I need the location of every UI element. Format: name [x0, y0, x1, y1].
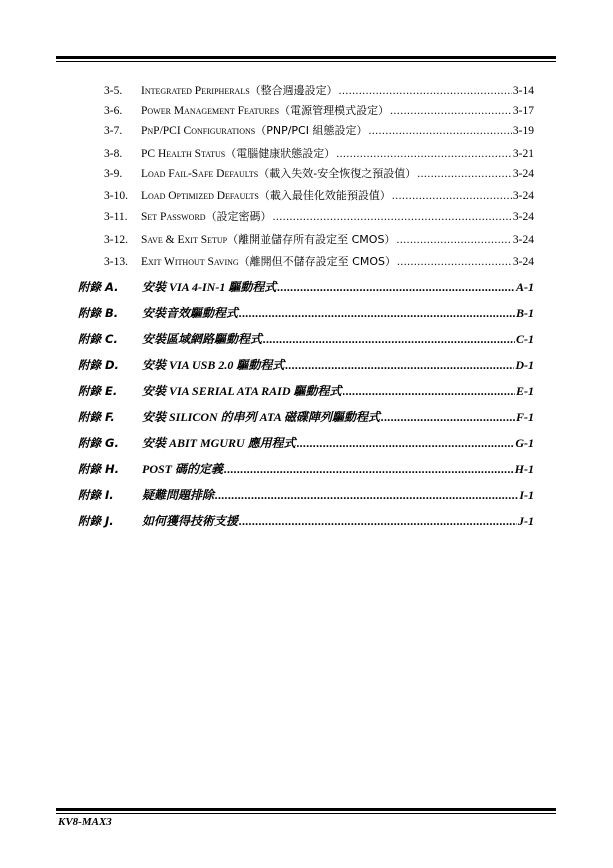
section-title-zh: （離開並儲存所有設定至 CMOS）	[227, 233, 396, 246]
page-number: A-1	[516, 280, 534, 294]
appendix-title: 安裝 VIA USB 2.0 驅動程式	[142, 358, 285, 372]
page-number: 3-19	[512, 125, 534, 137]
section-title: Set Password	[141, 211, 206, 223]
appendix-label: 附錄 D.	[78, 358, 119, 372]
footer-rule-thin	[56, 813, 556, 814]
page-number: 3-17	[512, 105, 534, 117]
dot-leader	[239, 303, 515, 323]
dot-leader	[239, 511, 517, 531]
dot-leader	[285, 355, 514, 375]
dot-leader	[215, 485, 518, 505]
appendix-title: 安裝 SILICON 的串列 ATA 磁碟陣列驅動程式	[142, 410, 381, 424]
page-number: H-1	[514, 462, 534, 476]
appendix-title: 疑難問題排除	[142, 488, 215, 502]
footer-model-name: KV8-MAX3	[58, 816, 112, 828]
toc-appendix-j[interactable]	[78, 511, 534, 531]
appendix-label: 附錄 F.	[78, 410, 115, 424]
section-title-zh: （PNP/PCI 組態設定）	[255, 124, 368, 137]
appendix-label: 附錄 E.	[78, 384, 118, 398]
appendix-title: 安裝 VIA SERIAL ATA RAID 驅動程式	[142, 384, 342, 398]
toc-appendix-b[interactable]	[78, 303, 534, 323]
section-title-zh: （整合週邊設定）	[249, 84, 338, 97]
section-title-zh: （載入最佳化效能預設值）	[258, 189, 391, 202]
toc-appendix-a[interactable]	[78, 277, 534, 297]
footer-rule-thick	[56, 808, 556, 811]
dot-leader	[381, 407, 515, 427]
section-title-zh: （離開但不儲存設定至 CMOS）	[238, 255, 396, 268]
section-number: 3-10.	[104, 190, 128, 202]
section-title: Save & Exit Setup	[141, 234, 228, 246]
page-number: G-1	[515, 436, 534, 450]
dot-leader	[390, 102, 512, 120]
section-number: 3-9.	[104, 168, 123, 180]
appendix-label: 附錄 A.	[78, 280, 119, 294]
dot-leader	[263, 329, 515, 349]
section-title-zh: （電腦健康狀態設定）	[225, 147, 336, 160]
section-number: 3-6.	[104, 105, 123, 117]
section-title: Load Fail-Safe Defaults	[141, 168, 259, 180]
toc-entry-3-8[interactable]	[104, 145, 534, 163]
appendix-title: 安裝音效驅動程式	[142, 306, 239, 320]
section-number: 3-13.	[104, 256, 128, 268]
section-title: PC Health Status	[141, 148, 226, 160]
page-number: I-1	[519, 488, 534, 502]
section-number: 3-8.	[104, 148, 123, 160]
page-number: 3-24	[512, 256, 534, 268]
dot-leader	[368, 122, 511, 140]
dot-leader	[396, 231, 511, 249]
appendix-title: 安裝 ABIT MGURU 應用程式	[142, 436, 296, 450]
toc-appendix-d[interactable]	[78, 355, 534, 375]
section-title-zh: （電源管理模式設定）	[279, 104, 390, 117]
toc-entry-3-13[interactable]	[104, 253, 534, 271]
toc-appendix-f[interactable]	[78, 407, 534, 427]
section-title: Exit Without Saving	[141, 256, 239, 268]
page-number: 3-21	[512, 148, 534, 160]
section-title: PnP/PCI Configurations	[141, 125, 256, 137]
header-rule-thin	[56, 61, 556, 62]
section-number: 3-7.	[104, 125, 123, 137]
appendix-label: 附錄 J.	[78, 514, 114, 528]
dot-leader	[397, 253, 512, 271]
section-title-zh: （載入失效-安全恢復之預設值）	[258, 167, 417, 180]
toc-appendix-c[interactable]	[78, 329, 534, 349]
toc-entry-3-10[interactable]	[104, 187, 534, 205]
section-title-zh: （設定密碼）	[205, 210, 272, 223]
appendix-label: 附錄 G.	[78, 436, 119, 450]
appendix-title: 如何獲得技術支援	[142, 514, 239, 528]
section-number: 3-12.	[104, 234, 128, 246]
header-rule-thick	[56, 56, 556, 59]
page-number: 3-24	[512, 234, 534, 246]
section-title: Power Management Features	[141, 105, 280, 117]
section-title: Load Optimized Defaults	[141, 190, 259, 202]
page-number: 3-14	[512, 85, 534, 97]
toc-entry-3-6[interactable]	[104, 102, 534, 120]
dot-leader	[336, 145, 512, 163]
page-number: F-1	[516, 410, 534, 424]
appendix-label: 附錄 H.	[78, 462, 119, 476]
appendix-title: 安裝 VIA 4-IN-1 驅動程式	[142, 280, 277, 294]
appendix-label: 附錄 C.	[78, 332, 118, 346]
appendix-label: 附錄 B.	[78, 306, 119, 320]
toc-entry-3-7[interactable]	[104, 122, 534, 140]
dot-leader	[297, 433, 515, 453]
page-number: 3-24	[512, 190, 534, 202]
appendix-title: 安裝區域網路驅動程式	[142, 332, 263, 346]
dot-leader	[224, 459, 514, 479]
section-number: 3-11.	[104, 211, 128, 223]
page-number: J-1	[518, 514, 534, 528]
page-number: 3-24	[512, 168, 534, 180]
toc-entry-3-9[interactable]	[104, 165, 534, 183]
appendix-label: 附錄 I.	[78, 488, 114, 502]
dot-leader	[339, 82, 512, 100]
dot-leader	[343, 381, 515, 401]
page-number: E-1	[516, 384, 534, 398]
toc-appendix-i[interactable]	[78, 485, 534, 505]
toc-entry-3-5[interactable]	[104, 82, 534, 100]
toc-appendix-e[interactable]	[78, 381, 534, 401]
appendix-title: POST 碼的定義	[142, 462, 224, 476]
page-number: D-1	[515, 358, 534, 372]
page-number: B-1	[516, 306, 534, 320]
dot-leader	[277, 277, 515, 297]
section-number: 3-5.	[104, 85, 123, 97]
toc-entry-3-12[interactable]	[104, 231, 534, 249]
page-number: C-1	[516, 332, 534, 346]
section-title: Integrated Peripherals	[141, 85, 250, 97]
page-number: 3-24	[512, 211, 534, 223]
toc-entry-3-11[interactable]	[104, 208, 534, 226]
dot-leader	[273, 208, 512, 226]
dot-leader	[417, 165, 512, 183]
toc-appendix-g[interactable]	[78, 433, 534, 453]
dot-leader	[392, 187, 512, 205]
toc-appendix-h[interactable]	[78, 459, 534, 479]
